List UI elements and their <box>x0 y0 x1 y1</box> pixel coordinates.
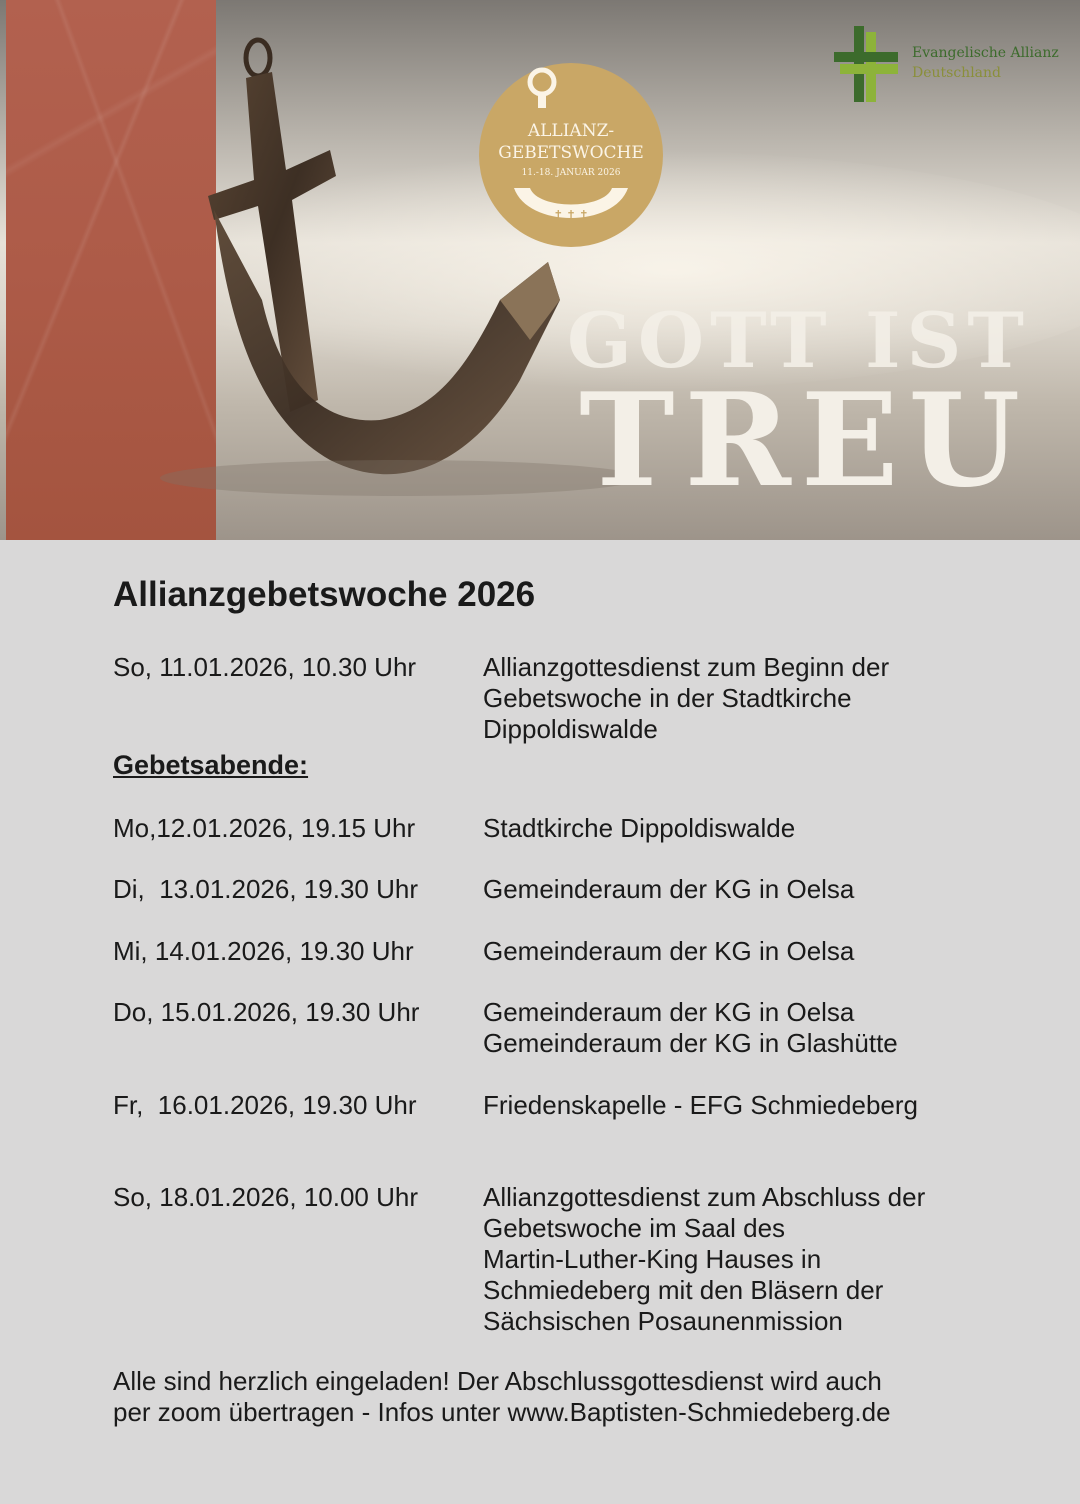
location-line: Gemeinderaum der KG in Oelsa <box>483 874 855 904</box>
location-line: Sächsischen Posaunenmission <box>483 1306 843 1336</box>
headline-line-1: GOTT IST <box>567 296 1030 385</box>
location-line: Schmiedeberg mit den Bläsern der <box>483 1275 884 1305</box>
event-date: So, 11.01.2026, 10.30 Uhr <box>113 652 417 682</box>
footer-line: per zoom übertragen - Infos unter www.Baptisten-Schmiedeberg.de <box>113 1397 891 1427</box>
event-location <box>483 1090 1003 1121</box>
seal-line-3: 11.-18. JANUAR 2026 <box>521 168 621 178</box>
event-location <box>483 874 1003 905</box>
event-date: Mi, 14.01.2026, 19.30 Uhr <box>113 936 414 966</box>
event-date: Di, 13.01.2026, 19.30 Uhr <box>113 874 418 904</box>
event-date: So, 18.01.2026, 10.00 Uhr <box>113 1182 419 1212</box>
event-location <box>483 813 1003 844</box>
event-location <box>483 997 1003 1059</box>
event-location <box>483 936 1003 967</box>
event-date: Mo,12.01.2026, 19.15 Uhr <box>113 813 416 843</box>
location-line: Gebetswoche in der Stadtkirche <box>483 683 852 713</box>
footer-note <box>113 1366 1013 1428</box>
organization-name: Evangelische Allianz <box>912 45 1059 61</box>
location-line: Gebetswoche im Saal des <box>483 1213 786 1243</box>
footer-line: Alle sind herzlich eingeladen! Der Abschlussgottesdienst wird auch <box>113 1366 882 1396</box>
location-line: Gemeinderaum der KG in Glashütte <box>483 1028 898 1058</box>
schedule-section <box>113 572 1013 1427</box>
seal-line-2: GEBETSWOCHE <box>498 143 644 163</box>
location-line: Gemeinderaum der KG in Oelsa <box>483 997 855 1027</box>
location-line: Allianzgottesdienst zum Beginn der <box>483 652 890 682</box>
location-line: Friedenskapelle - EFG Schmiedeberg <box>483 1090 918 1120</box>
location-line: Allianzgottesdienst zum Abschluss der <box>483 1182 926 1212</box>
evangelische-allianz-logo <box>834 26 1064 102</box>
location-line: Stadtkirche Dippoldiswalde <box>483 813 796 843</box>
location-line: Gemeinderaum der KG in Oelsa <box>483 936 855 966</box>
prayer-week-seal <box>476 60 666 250</box>
event-date: Do, 15.01.2026, 19.30 Uhr <box>113 997 420 1027</box>
seal-crosses-icon: ✝ ✝ ✝ <box>553 208 589 221</box>
headline-line-2: TREU <box>579 366 1030 516</box>
event-date: Fr, 16.01.2026, 19.30 Uhr <box>113 1090 417 1120</box>
organization-sub: Deutschland <box>912 65 1001 81</box>
seal-line-1: ALLIANZ- <box>527 121 615 141</box>
location-line: Martin-Luther-King Hauses in <box>483 1244 822 1274</box>
event-location <box>483 1182 1003 1337</box>
location-line: Dippoldiswalde <box>483 714 658 744</box>
prayer-evenings-heading: Gebetsabende: <box>113 750 309 780</box>
allianz-cross-icon <box>834 26 898 102</box>
page-title: Allianzgebetswoche 2026 <box>113 575 536 614</box>
header-banner <box>0 0 1080 540</box>
event-location <box>483 652 1003 745</box>
